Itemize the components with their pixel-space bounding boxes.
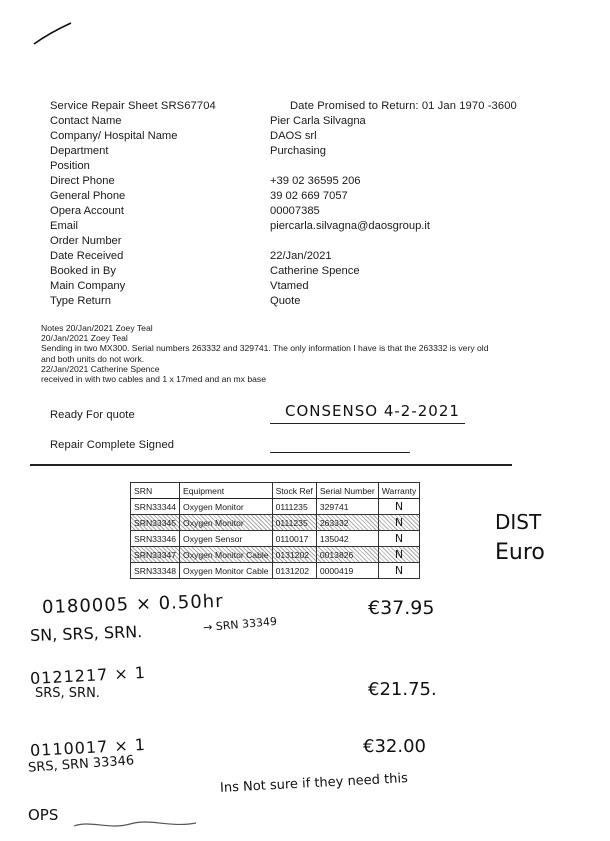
ready-signature: CONSENSO 4-2-2021 — [285, 402, 460, 420]
field-value: 00007385 — [270, 205, 320, 217]
field-label: Contact Name — [50, 115, 122, 127]
cell-handwritten: N — [378, 515, 420, 531]
cell: 0111235 — [272, 515, 316, 531]
field-label: Order Number — [50, 235, 122, 247]
sheet-title: Service Repair Sheet SRS67704 — [50, 100, 216, 112]
table-row — [131, 515, 420, 531]
handwritten-line: SRS, SRN. — [35, 686, 100, 701]
field-value: 39 02 669 7057 — [270, 190, 348, 202]
cell: 0131202 — [272, 547, 316, 563]
handwritten-price: €32.00 — [363, 736, 426, 757]
handwritten-euro: Euro — [495, 540, 545, 565]
handwritten-line: 0180005 × 0.50hr — [41, 590, 224, 619]
faded-scribble — [70, 818, 200, 832]
field-label: Position — [50, 160, 90, 172]
cell: Oxygen Monitor Cable — [180, 563, 273, 579]
handwritten-note: → SRN 33349 — [202, 614, 278, 635]
cell: Oxygen Monitor — [180, 499, 273, 515]
field-value: 22/Jan/2021 — [270, 250, 332, 262]
note-line: and both units do not work. — [41, 353, 145, 364]
field-label: General Phone — [50, 190, 126, 202]
field-value: Catherine Spence — [270, 265, 360, 277]
date-promised: Date Promised to Return: 01 Jan 1970 -3600 — [290, 100, 517, 112]
field-value: DAOS srl — [270, 130, 317, 142]
repair-signature-line — [270, 452, 410, 453]
table-header-row — [131, 483, 420, 499]
field-value: Purchasing — [270, 145, 326, 157]
table-row — [131, 499, 420, 515]
table-row — [131, 563, 420, 579]
col-header: Stock Ref — [272, 483, 316, 499]
field-label: Direct Phone — [50, 175, 115, 187]
field-label: Company/ Hospital Name — [50, 130, 178, 142]
section-divider — [30, 464, 512, 466]
cell: Oxygen Monitor Cable — [180, 547, 273, 563]
note-line: 20/Jan/2021 Zoey Teal — [41, 333, 128, 344]
handwritten-ops: OPS — [28, 806, 59, 824]
field-value: piercarla.silvagna@daosgroup.it — [270, 220, 430, 232]
cell: 135042 — [316, 531, 378, 547]
cell: 0013826 — [316, 547, 378, 563]
field-label: Main Company — [50, 280, 126, 292]
field-label: Date Received — [50, 250, 124, 262]
table-row — [131, 547, 420, 563]
cell: SRN33346 — [131, 531, 180, 547]
col-header: Serial Number — [316, 483, 378, 499]
cell: SRN33344 — [131, 499, 180, 515]
cell: SRN33348 — [131, 563, 180, 579]
handwritten-price: €21.75. — [368, 679, 437, 700]
field-label: Department — [50, 145, 109, 157]
cell: SRN33347 — [131, 547, 180, 563]
field-value: Quote — [270, 295, 301, 307]
cell: 0000419 — [316, 563, 378, 579]
parts-table — [130, 482, 420, 579]
cell: Oxygen Monitor — [180, 515, 273, 531]
ready-signature-line — [270, 423, 465, 424]
handwritten-dist: DIST — [495, 510, 542, 534]
cell: 0131202 — [272, 563, 316, 579]
field-label: Booked in By — [50, 265, 116, 277]
cell: 0111235 — [272, 499, 316, 515]
col-header: Equipment — [180, 483, 273, 499]
handwritten-line: 0110017 × 1 — [29, 734, 147, 761]
field-value: Pier Carla Silvagna — [270, 115, 366, 127]
note-line: Notes 20/Jan/2021 Zoey Teal — [41, 323, 153, 333]
field-value: +39 02 36595 206 — [270, 175, 361, 187]
note-line: 22/Jan/2021 Catherine Spence — [41, 363, 160, 374]
cell: SRN33345 — [131, 515, 180, 531]
field-value: Vtamed — [270, 280, 309, 292]
notes-block — [41, 323, 571, 384]
handwritten-line: SRS, SRN 33346 — [27, 753, 135, 776]
cell-handwritten: N — [378, 563, 420, 579]
cell: Oxygen Sensor — [180, 531, 273, 547]
cell-handwritten: N — [378, 547, 420, 563]
cell-handwritten: N — [378, 499, 420, 515]
handwritten-note: Ins Not sure if they need this — [219, 771, 409, 796]
note-line: received in with two cables and 1 x 17med and an mx base — [41, 374, 266, 385]
cell: 0110017 — [272, 531, 316, 547]
col-header: Warranty — [378, 483, 420, 499]
field-label: Opera Account — [50, 205, 125, 217]
repair-complete-label: Repair Complete Signed — [50, 439, 175, 451]
handwritten-line: SN, SRS, SRN. — [29, 622, 143, 645]
field-label: Email — [50, 220, 78, 232]
table-row — [131, 531, 420, 547]
pen-stroke-mark — [30, 20, 75, 48]
col-header: SRN — [131, 483, 180, 499]
handwritten-price: €37.95 — [368, 597, 435, 619]
ready-for-quote-label: Ready For quote — [50, 409, 135, 421]
cell: 263332 — [316, 515, 378, 531]
cell-handwritten: N — [378, 531, 420, 547]
note-line: Sending in two MX300. Serial numbers 263332 and 329741. The only information I have is that the 263332 is very old — [41, 343, 489, 354]
cell: 329741 — [316, 499, 378, 515]
field-label: Type Return — [50, 295, 111, 307]
handwritten-line: 0121217 × 1 — [29, 662, 147, 689]
